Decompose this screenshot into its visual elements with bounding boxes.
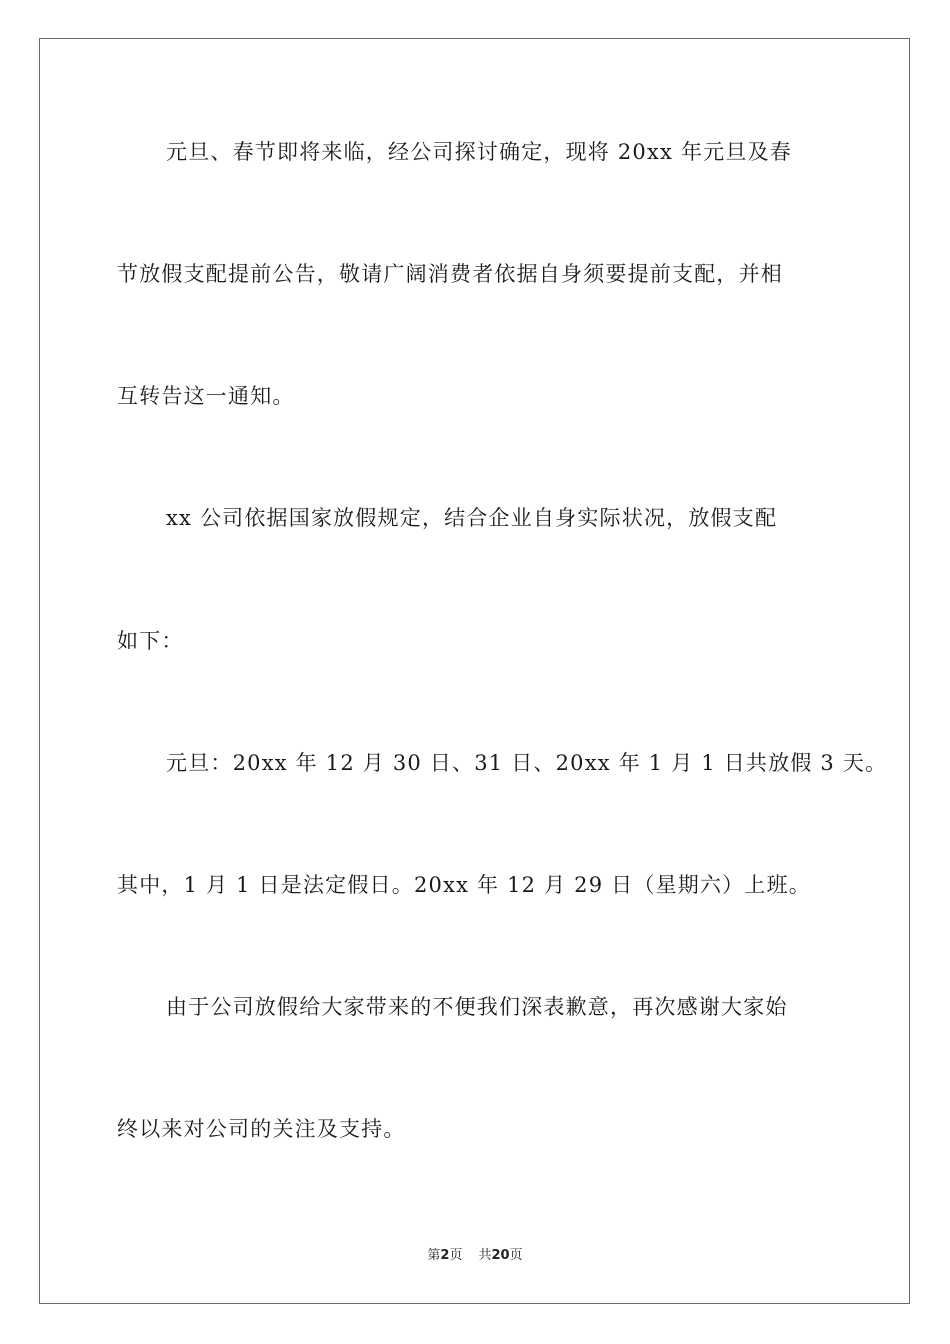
page-number: 2 (440, 1248, 450, 1263)
page-prefix: 第 (427, 1248, 441, 1263)
total-prefix: 共 (478, 1248, 492, 1263)
paragraph-1-line-1: 元旦、春节即将来临，经公司探讨确定，现将 20xx 年元旦及春 (166, 140, 792, 164)
paragraph-2-line-2: 如下： (117, 629, 184, 653)
paragraph-3-line-1: 元旦：20xx 年 12 月 30 日、31 日、20xx 年 1 月 1 日共放假 3 天。 (166, 751, 888, 775)
paragraph-1-line-2: 节放假支配提前公告，敬请广阔消费者依据自身须要提前支配，并相 (117, 262, 783, 286)
paragraph-4-line-1: 由于公司放假给大家带来的不便我们深表歉意，再次感谢大家始 (166, 995, 788, 1019)
paragraph-2-line-1: xx 公司依据国家放假规定，结合企业自身实际状况，放假支配 (166, 506, 778, 530)
total-suffix: 页 (509, 1248, 523, 1263)
page-footer (0, 1247, 950, 1265)
paragraph-4-line-2: 终以来对公司的关注及支持。 (117, 1117, 406, 1141)
paragraph-1-line-3: 互转告这一通知。 (117, 384, 295, 408)
total-pages: 20 (491, 1248, 510, 1263)
paragraph-3-line-2: 其中，1 月 1 日是法定假日。20xx 年 12 月 29 日（星期六）上班。 (117, 873, 811, 897)
page-suffix: 页 (449, 1248, 463, 1263)
